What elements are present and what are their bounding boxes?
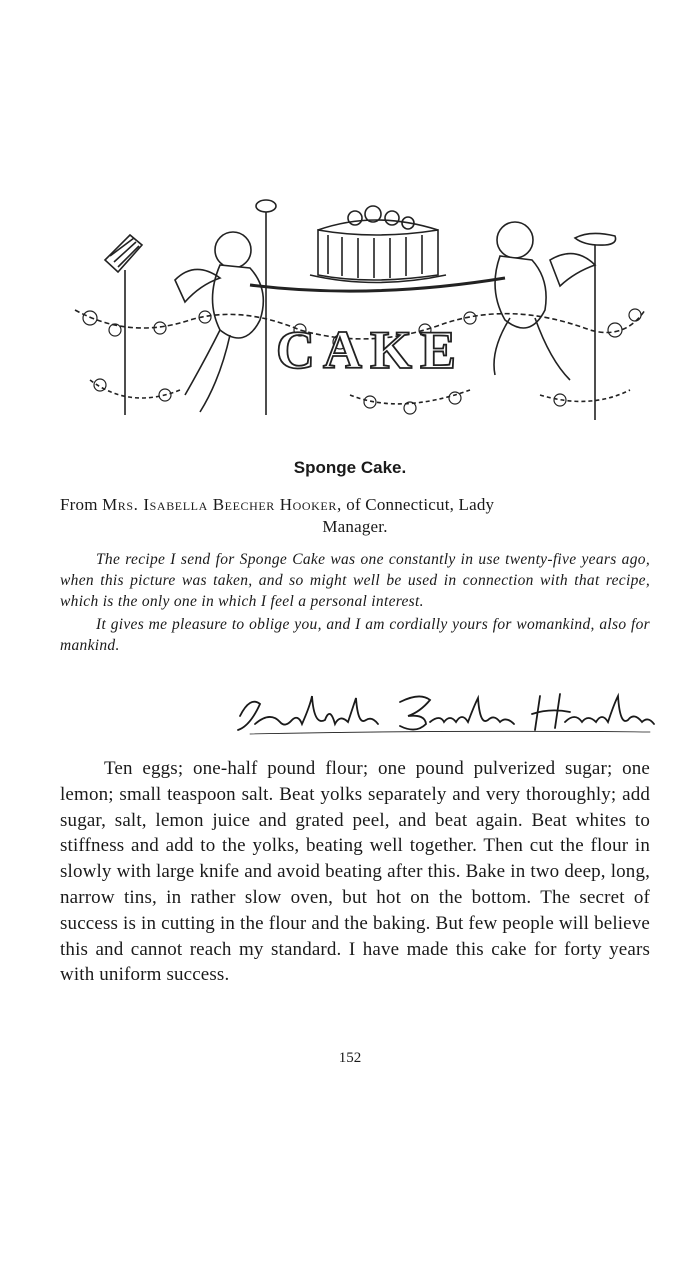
attribution-prefix: From	[60, 495, 98, 514]
recipe-title: Sponge Cake.	[293, 458, 407, 477]
contributor-location: of Connecticut, Lady	[346, 495, 495, 514]
letter-paragraph: It gives me pleasure to oblige you, and I am cordially yours for womankind, also for mankind.	[60, 616, 650, 654]
cake-banner-lettering: CAKE	[275, 320, 465, 380]
page-number: 152	[338, 1050, 362, 1066]
recipe-body	[60, 756, 650, 988]
signature-text: Isabella Beecher Hooker	[385, 705, 505, 719]
contributor-name: Mrs. Isabella Beecher Hooker,	[102, 495, 342, 514]
contributor-role: Manager.	[322, 517, 388, 536]
cake-cherubs-illustration	[70, 190, 650, 430]
attribution	[60, 494, 650, 538]
letter-paragraph: The recipe I send for Sponge Cake was one constantly in use twenty-five years ago, when this picture was taken, and so might well be used in connection with that recipe, which is the only one in which I feel a personal interest.	[60, 551, 650, 610]
recipe-paragraph: Ten eggs; one-half pound flour; one pound pulverized sugar; one lemon; small teaspoon salt. Beat yolks separately and very thoroughly; add sugar, salt, lemon juice and grated peel, and beat again. Beat whites to stiffness and add to the yolks, beating well together. Then cut the flour in slowly with large knife and avoid beating after this. Bake in two deep, long, narrow tins, in rather slow oven, but hot on the bottom. The secret of success is in cutting in the flour and the baking. But few people will believe this and cannot reach my standard. I have made this cake for forty years with uniform success.	[60, 758, 650, 986]
contributor-letter	[60, 549, 650, 656]
handwritten-signature	[230, 686, 660, 738]
